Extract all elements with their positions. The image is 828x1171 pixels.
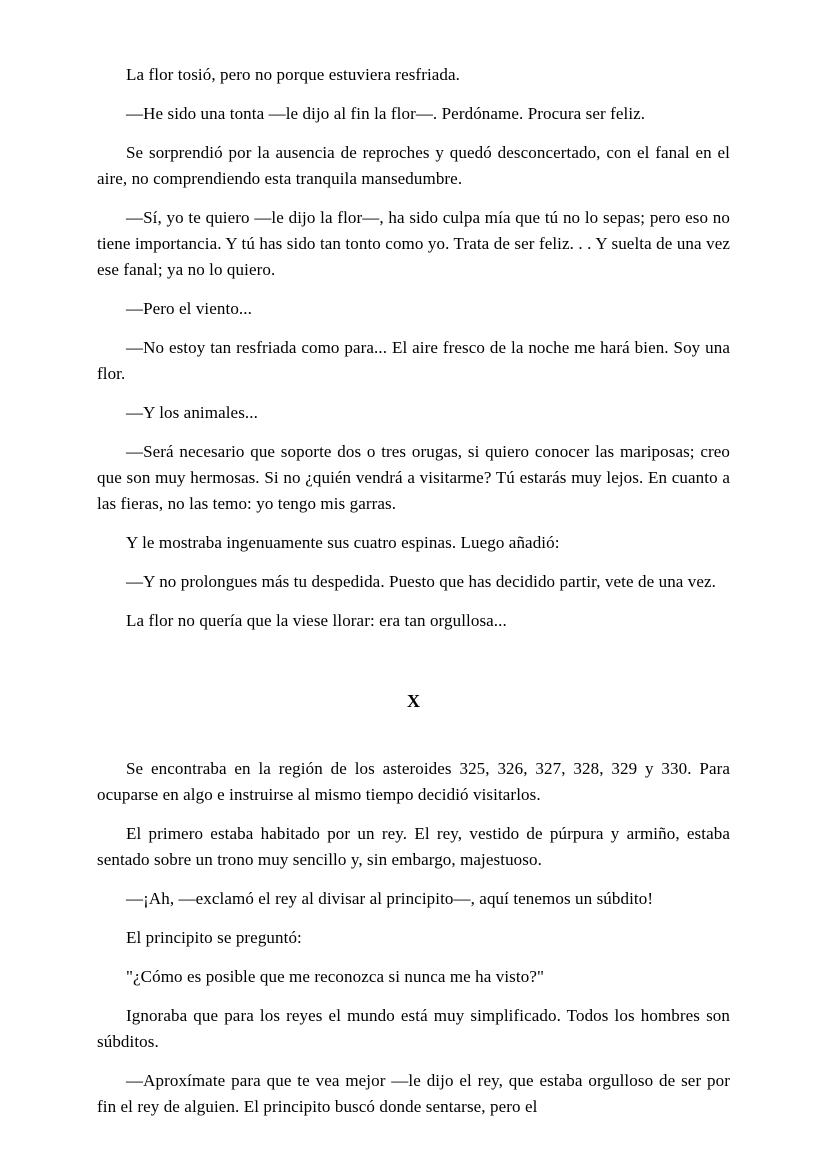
paragraph: —Será necesario que soporte dos o tres orugas, si quiero conocer las mariposas; creo que son muy hermosas. Si no ¿quién vendrá a visitarme? Tú estarás muy lejos. En cuanto a las fieras, no las temo: yo tengo mis garras. <box>97 442 730 513</box>
paragraph: —Pero el viento... <box>126 299 252 318</box>
paragraph: La flor tosió, pero no porque estuviera resfriada. <box>126 65 461 84</box>
paragraph: —Y no prolongues más tu despedida. Puesto que has decidido partir, vete de una vez. <box>126 572 717 591</box>
paragraph: Se sorprendió por la ausencia de reproches y quedó desconcertado, con el fanal en el aire, no comprendiendo esta tranquila mansedumbre. <box>97 143 730 188</box>
paragraph: —Sí, yo te quiero —le dijo la flor—, ha sido culpa mía que tú no lo sepas; pero eso no tiene importancia. Y tú has sido tan tonto como yo. Trata de ser feliz. . . Y suelta de una vez ese fanal; ya no lo quiero. <box>97 208 730 279</box>
paragraph: Ignoraba que para los reyes el mundo está muy simplificado. Todos los hombres son súbditos. <box>97 1006 730 1051</box>
paragraph: El principito se preguntó: <box>126 928 302 947</box>
paragraph: —Y los animales... <box>126 403 258 422</box>
paragraph: La flor no quería que la viese llorar: era tan orgullosa... <box>126 611 507 630</box>
paragraph: "¿Cómo es posible que me reconozca si nunca me ha visto?" <box>126 967 545 986</box>
paragraph: —Aproxímate para que te vea mejor —le dijo el rey, que estaba orgulloso de ser por fin el rey de alguien. El principito buscó donde sentarse, pero el <box>97 1071 730 1116</box>
paragraph: Y le mostraba ingenuamente sus cuatro espinas. Luego añadió: <box>126 533 560 552</box>
chapter-heading: X <box>407 691 420 711</box>
paragraph: Se encontraba en la región de los asteroides 325, 326, 327, 328, 329 y 330. Para ocuparse en algo e instruirse al mismo tiempo decidió visitarlos. <box>97 759 730 804</box>
paragraph: —He sido una tonta —le dijo al fin la flor—. Perdóname. Procura ser feliz. <box>126 104 646 123</box>
paragraph: —No estoy tan resfriada como para... El aire fresco de la noche me hará bien. Soy una flor. <box>97 338 730 383</box>
paragraph: —¡Ah, —exclamó el rey al divisar al principito—, aquí tenemos un súbdito! <box>126 889 654 908</box>
paragraph: El primero estaba habitado por un rey. El rey, vestido de púrpura y armiño, estaba sentado sobre un trono muy sencillo y, sin embargo, majestuoso. <box>97 824 730 869</box>
